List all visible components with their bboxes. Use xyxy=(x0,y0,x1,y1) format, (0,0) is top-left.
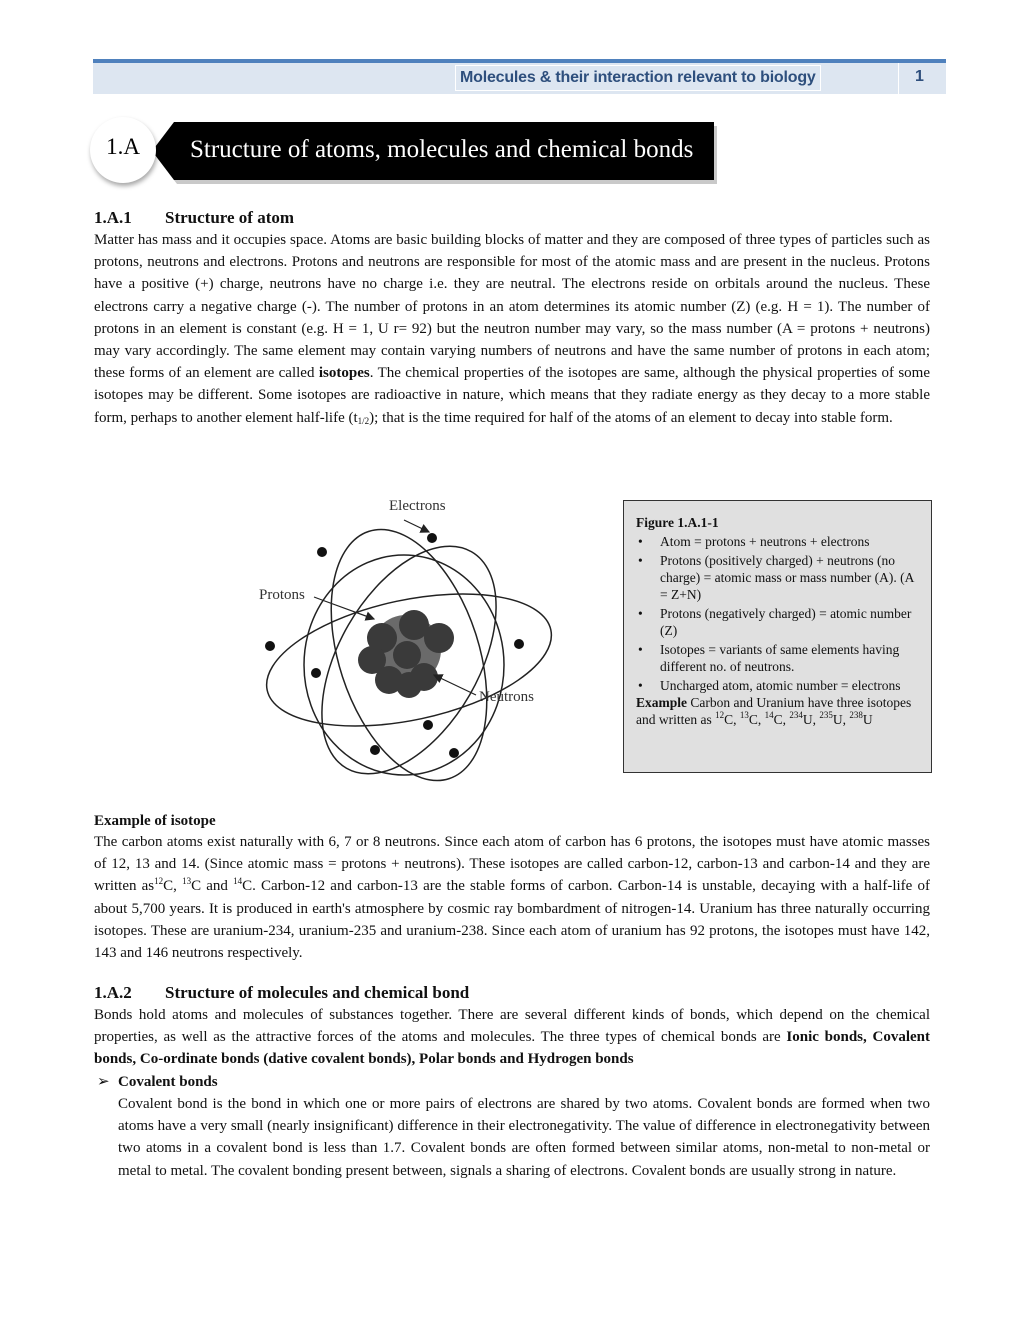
isotope-symbol: C xyxy=(748,712,758,727)
isotope-mass: 238 xyxy=(849,710,863,720)
isotope-mass: 13 xyxy=(739,710,749,720)
section-heading-1 xyxy=(94,208,294,228)
atom-illustration xyxy=(254,495,584,785)
covalent-bonds-heading xyxy=(97,1072,218,1092)
section-title: Structure of molecules and chemical bond xyxy=(165,983,470,1002)
paragraph-text: C. Carbon-12 and carbon-13 are the stable forms of carbon. Carbon-14 is unstable, decaying with a half-life of about 5,700 years. It is produced in earth's atmosphere by cosmic ray bombardment of nitrogen-14. Uranium has three naturally occurring isotopes. These are uranium-234, uranium-235 and uranium-238. Since each atom of uranium has 92 protons, the isotopes must have 142, 143 and 146 neutrons respectively. xyxy=(94,878,930,962)
isotope-symbol: U xyxy=(862,712,873,727)
caption-example xyxy=(636,694,921,728)
superscript: 14 xyxy=(233,876,243,887)
chapter-badge xyxy=(90,117,156,183)
subscript: 1/2 xyxy=(357,415,370,426)
section-number: 1.A.2 xyxy=(94,983,132,1002)
covalent-paragraph: Covalent bond is the bond in which one or more pairs of electrons are shared by two atoms. Covalent bonds are formed when two atoms have a very small (nearly insignificant) difference in their electronegativity. The value of difference in electronegativity between two atoms in a covalent bond is less than 1.7. Covalent bonds are often formed between similar atoms, non-metal to non-metal or metal to metal. The covalent bonding present between, signals a sharing of electrons. Covalent bonds are usually strong in nature. xyxy=(118,1096,930,1179)
label-electrons: Electrons xyxy=(389,498,446,514)
isotope-symbol: C xyxy=(773,712,783,727)
paragraph-text: . The chemical properties of the isotopes are same, although the physical properties of some isotopes may be different. Some isotopes are radioactive in nature, which means that they radiate energy as they decay to a more stable form, perhaps to another element half-life (t xyxy=(94,365,930,426)
caption-bullet: • Isotopes = variants of same elements having different no. of neutrons. xyxy=(636,641,921,675)
example-text: Carbon and Uranium have three isotopes and written as xyxy=(636,695,912,727)
example-label: Example xyxy=(636,695,688,710)
caption-title: Figure 1.A.1-1 xyxy=(636,515,719,530)
caption-bullet: • Uncharged atom, atomic number = electrons xyxy=(636,677,921,694)
separator: , xyxy=(782,712,790,727)
figure-caption-box xyxy=(623,500,932,773)
section-title: Structure of atom xyxy=(165,208,295,227)
isotope-mass: 234 xyxy=(789,710,803,720)
bond-types: Ionic bonds, Covalent bonds, Co-ordinate bonds (dative covalent bonds), Polar bonds and Hydrogen bonds xyxy=(94,1029,930,1068)
paragraph-text: C, xyxy=(163,878,183,895)
isotope-symbol: C xyxy=(724,712,734,727)
superscript: 13 xyxy=(182,876,192,887)
paragraph-text: C and xyxy=(191,878,234,895)
label-protons: Protons xyxy=(259,587,305,603)
arrow-bullet-icon: ➢ xyxy=(97,1074,110,1090)
header-divider xyxy=(898,63,899,94)
label-neutrons: Neutrons xyxy=(479,689,534,705)
separator: , xyxy=(842,712,850,727)
caption-bullet: • Protons (positively charged) + neutrons (no charge) = atomic mass or mass number (A). (A = Z+N) xyxy=(636,552,921,603)
paragraph-text: Bonds hold atoms and molecules of substances together. There are several different kinds of bonds, which depend on the chemical properties, as well as the attractive forces of the atoms and molecules. The three types of chemical bonds are xyxy=(94,1007,930,1046)
superscript: 12 xyxy=(154,876,164,887)
separator: , xyxy=(733,712,740,727)
isotope-mass: 12 xyxy=(715,710,725,720)
separator: , xyxy=(812,712,820,727)
atom-diagram xyxy=(254,495,584,785)
paragraph-text: Matter has mass and it occupies space. Atoms are basic building blocks of matter and they are composed of three types of particles such as protons, neutrons and electrons. Protons and neutrons are responsible for most of the atomic mass and are present in the nucleus. Protons have a positive (+) charge, neutrons have no charge i.e. they are neutral. The electrons reside on orbitals around the nucleus. These electrons carry a negative charge (-). The number of protons in an atom determines its atomic number (Z) (e.g. H = 1). The number of protons in an element is constant (e.g. H = 1, U r= 92) but the neutron number may vary, so the mass number (A = protons + neutrons) may vary accordingly. The same element may contain varying numbers of neutrons and have the same number of protons in each atom; these forms of an element are called xyxy=(94,232,930,382)
caption-bullet: • Atom = protons + neutrons + electrons xyxy=(636,533,921,550)
isotope-mass: 235 xyxy=(819,710,833,720)
paragraph-text: The carbon atoms exist naturally with 6, 7 or 8 neutrons. Since each atom of carbon has 6 protons, the isotopes must have atomic masses of 12, 13 and 14. (Since atomic mass = protons + neutrons). These isotopes are called carbon-12, carbon-13 and carbon-14 and they are written as xyxy=(94,834,930,895)
paragraph-text: ); that is the time required for half of the atoms of an element to decay into stable form. xyxy=(369,409,893,426)
example-paragraph xyxy=(94,831,930,964)
section-2-paragraph xyxy=(94,1004,930,1071)
bullet-heading-text: Covalent bonds xyxy=(118,1074,218,1090)
isotope-mass: 14 xyxy=(764,710,774,720)
chapter-title: Structure of atoms, molecules and chemical bonds xyxy=(190,136,694,163)
section-number: 1.A.1 xyxy=(94,208,132,227)
header-title: Molecules & their interaction relevant to biology xyxy=(455,65,821,91)
caption-list xyxy=(636,533,921,694)
example-heading: Example of isotope xyxy=(94,813,216,829)
caption-bullet: • Protons (negatively charged) = atomic number (Z) xyxy=(636,605,921,639)
section-1-paragraph xyxy=(94,229,930,429)
page-header xyxy=(93,59,946,94)
isotope-symbol: U xyxy=(832,712,843,727)
section-heading-2 xyxy=(94,983,469,1003)
isotope-symbol: U xyxy=(802,712,813,727)
page-number: 1 xyxy=(915,68,924,85)
chapter-badge-label: 1.A xyxy=(106,134,140,159)
bold-term: isotopes xyxy=(318,365,370,382)
separator: , xyxy=(757,712,765,727)
